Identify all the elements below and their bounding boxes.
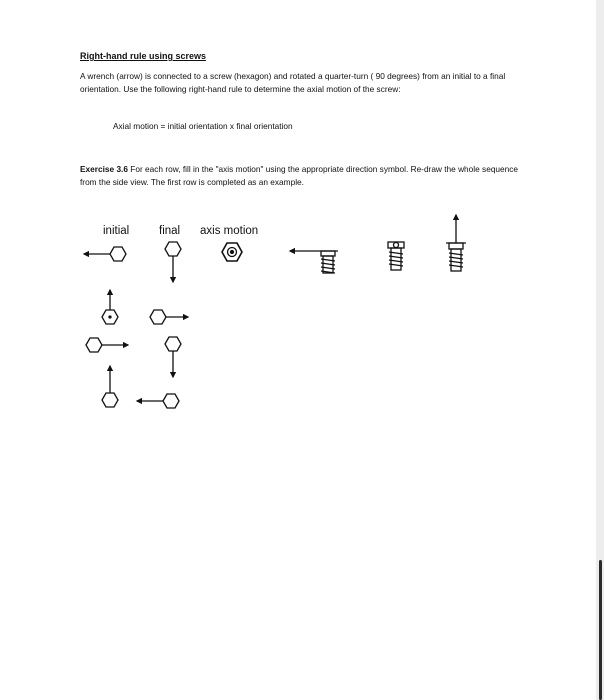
hexagon-screw-icon — [150, 310, 166, 324]
column-header-initial: initial — [103, 225, 130, 237]
intro-paragraph: A wrench (arrow) is connected to a screw (hexagon) and rotated a quarter-turn ( 90 degrees) from an initial to a final orientation. Use the following right-hand rule to determine the axial motion of the screw: — [80, 71, 506, 94]
hexagon-screw-icon — [165, 242, 181, 256]
row4-initial-screw — [102, 366, 118, 407]
column-header-axis-motion: axis motion — [200, 225, 259, 237]
exercise-label: Exercise 3.6 — [80, 164, 128, 174]
screw-shaft — [451, 249, 461, 271]
hexagon-screw-icon — [165, 337, 181, 351]
side-view-screw-1 — [290, 251, 338, 273]
row2-final-screw — [150, 310, 188, 324]
out-of-page-dot-icon — [231, 251, 234, 254]
row1-axis-motion — [222, 243, 242, 261]
row3-final-screw — [165, 337, 181, 377]
row1-final-screw — [165, 242, 181, 282]
screw-shaft — [391, 248, 401, 270]
scrollbar-thumb[interactable] — [599, 560, 602, 700]
screw-head-block — [449, 243, 463, 249]
hexagon-screw-icon — [86, 338, 102, 352]
side-view-screw-2 — [388, 242, 404, 270]
row4-final-screw — [137, 394, 179, 408]
row3-initial-screw — [86, 338, 128, 352]
column-header-final: final — [159, 225, 181, 237]
row2-initial-screw — [102, 290, 118, 324]
hexagon-screw-icon — [163, 394, 179, 408]
axial-motion-formula: Axial motion = initial orientation x final orientation — [113, 121, 293, 131]
row1-initial-screw — [84, 247, 126, 261]
hexagon-screw-icon — [102, 393, 118, 407]
side-view-screw-3 — [446, 215, 466, 271]
center-dot-icon — [109, 316, 111, 318]
screw-head-block — [321, 251, 335, 256]
hexagon-screw-icon — [110, 247, 126, 261]
section-heading: Right-hand rule using screws — [80, 51, 207, 61]
exercise-text: For each row, fill in the "axis motion" using the appropriate direction symbol. Re-draw the whole sequence from the side view. The first row is completed as an example. — [80, 164, 519, 187]
rotation-symbol-icon — [394, 243, 399, 248]
